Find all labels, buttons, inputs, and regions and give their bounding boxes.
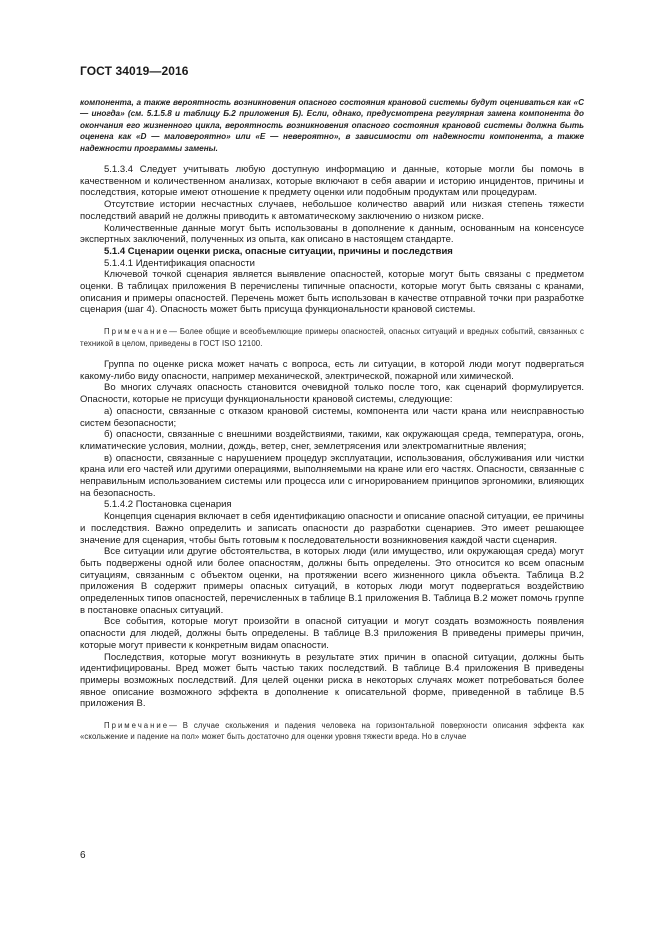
note-label: Примечание bbox=[104, 327, 170, 337]
paragraph: Все ситуации или другие обстоятельства, в которых люди (или имущество, или окружающая среда) могут быть подвержены одной или более опасностям, должны быть определены. Это относится ко всем опасным ситуациям, связанным с объектом оценки, на протяжении всего жизненного цикла объекта. Таблица В.2 приложения В содержит примеры опасных ситуаций, в которых люди могут подвергаться воздействию определенных типов опасностей, перечисленных в таблице В.1 приложения В. Таблица В.2 может помочь группе в постановке опасных ситуаций. bbox=[80, 546, 584, 616]
list-item-b: б) опасности, связанные с внешними воздействиями, такими, как окружающая среда, температура, огонь, климатические условия, молнии, дождь, ветер, снег, землетрясения или электромагнитные явления; bbox=[80, 429, 584, 452]
paragraph-5-1-3-4: 5.1.3.4 Следует учитывать любую доступную информацию и данные, которые могли бы помочь в качественном и количественном анализах, которые включают в себя аварии и историю инцидентов, причины и последствия, которые имеют отношение к предмету оценки или подобным продуктам или процедурам. bbox=[80, 164, 584, 199]
paragraph: Последствия, которые могут возникнуть в результате этих причин в опасной ситуации, должны быть идентифицированы. Вред может быть частью таких последствий. В таблице В.4 приложения В приведены примеры возможных последствий. Для целей оценки риска в некоторых случаях может потребоваться более явное описание возможного эффекта в дополнение к описательной форме, приведенной в таблице В.5 приложения В. bbox=[80, 651, 584, 710]
paragraph: Количественные данные могут быть использованы в дополнение к данным, основанным на консенсусе экспертных заключений, полученных из опыта, как описано в настоящем стандарте. bbox=[80, 222, 584, 246]
subsection-heading-5-1-4-2: 5.1.4.2 Постановка сценария bbox=[104, 499, 232, 511]
page-number: 6 bbox=[80, 850, 86, 861]
paragraph: Концепция сценария включает в себя идентификацию опасности и описание опасной ситуации, ее причины и последствия. Важно определить и записать опасности до разработки сценариев. Это имеет решающее значение для сценария, чтобы быть готовым к последовательности возникновения каждой части сценария. bbox=[80, 511, 584, 546]
paragraph: Во многих случаях опасность становится очевидной только после того, как сценарий формулируется. Опасности, которые не присущи функциональности крановой системы, следующие: bbox=[80, 382, 584, 406]
note-text: — В случае скольжения и падения человека на горизонтальной поверхности описания эффекта как «скольжение и падение на пол» может быть достаточно для оценки уровня тяжести вреда. Но в случае bbox=[80, 721, 584, 742]
paragraph-italic-continuation: компонента, а также вероятность возникновения опасного состояния крановой системы будут оцениваться как «С — иногда» (см. 5.1.5.8 и таблицу Б.2 приложения Б). Если, однако, предусмотрена регулярная замена компонента до окончания его жизненного цикла, вероятность возникновения опасного состояния крановой системы должна быть оценена как «D — маловероятно» или «Е — невероятно», в зависимости от надежности компонента, а также надежности программы замены. bbox=[80, 98, 584, 153]
list-item-v: в) опасности, связанные с нарушением процедур эксплуатации, использования, обслуживания или чистки крана или его частей или другими операциями, выполняемыми на кране или его частях. Опасности, связанные с неправильным использованием системы или процесса или с игнорированием принципов эргономики, влияющих на безопасность. bbox=[80, 452, 584, 499]
note-paragraph bbox=[80, 720, 584, 743]
section-heading-5-1-4: 5.1.4 Сценарии оценки риска, опасные ситуации, причины и последствия bbox=[104, 245, 453, 257]
paragraph: Ключевой точкой сценария является выявление опасностей, которые могут быть связаны с предметом оценки. В таблицах приложения В перечислены типичные опасности, которые могут быть связаны с кранами, описания и примеры опасностей. Перечень может быть использован в качестве отправной точки при разработке сценария (шаг 4). Опасность может быть присуща функциональности крановой системы. bbox=[80, 269, 584, 316]
paragraph: Группа по оценке риска может начать с вопроса, есть ли ситуации, в которой люди могут подвергаться какому-либо виду опасности, например механической, электрической, пожарной или химической. bbox=[80, 358, 584, 382]
note-label: Примечание bbox=[104, 721, 170, 731]
subsection-heading-5-1-4-1: 5.1.4.1 Идентификация опасности bbox=[104, 257, 255, 269]
paragraph: Отсутствие истории несчастных случаев, небольшое количество аварий или низкая степень тяжести последствий аварий не должны приводить к автоматическому заключению о низком риске. bbox=[80, 199, 584, 222]
paragraph: Все события, которые могут произойти в опасной ситуации и могут создать возможность появления опасности для людей, должны быть определены. В таблице В.3 приложения В приведены примеры причин, которые могут привести к конкретным видам опасности. bbox=[80, 616, 584, 651]
note-text: — Более общие и всеобъемлющие примеры опасностей, опасных ситуаций и вредных событий, связанных с техникой в целом, приведены в ГОСТ ISO 12100. bbox=[80, 327, 584, 348]
page-content bbox=[80, 97, 584, 743]
note-paragraph bbox=[80, 326, 584, 349]
list-item-a: а) опасности, связанные с отказом крановой системы, компонента или части крана или неисправностью систем безопасности; bbox=[80, 405, 584, 429]
page-header-standard-code: ГОСТ 34019—2016 bbox=[80, 64, 189, 78]
